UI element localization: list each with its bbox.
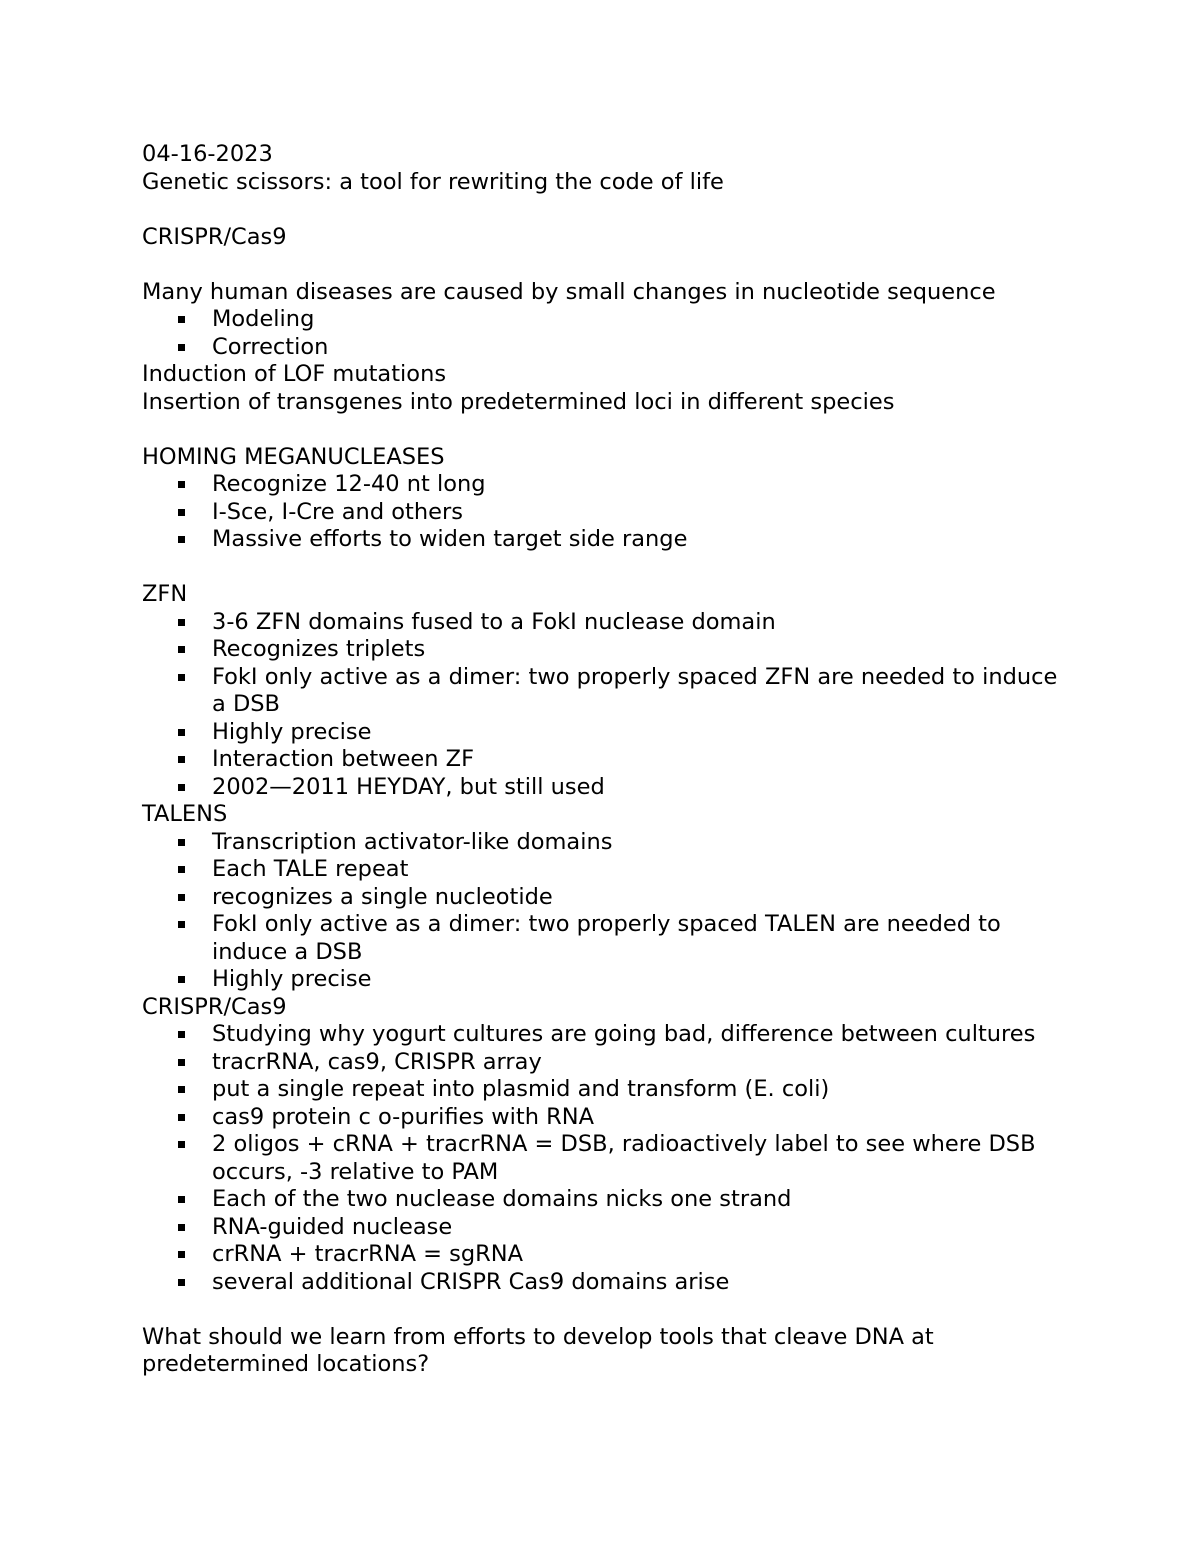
- crispr-bullet-list: [142, 1021, 1062, 1296]
- lof-line: Induction of LOF mutations: [142, 361, 447, 387]
- list-item: Highly precise: [142, 719, 1062, 747]
- square-bullet-icon: [178, 1279, 185, 1286]
- square-bullet-icon: [178, 1031, 185, 1038]
- list-item: cas9 protein c o-purifies with RNA: [142, 1104, 1062, 1132]
- square-bullet-icon: [178, 316, 185, 323]
- square-bullet-icon: [178, 674, 185, 681]
- list-item: Recognizes triplets: [142, 636, 1062, 664]
- square-bullet-icon: [178, 866, 185, 873]
- list-item: Highly precise: [142, 966, 1062, 994]
- list-item: 2002—2011 HEYDAY, but still used: [142, 774, 1062, 802]
- square-bullet-icon: [178, 839, 185, 846]
- blank-line: [142, 251, 1062, 279]
- zfn-bullet-list: [142, 609, 1062, 802]
- list-item: Correction: [142, 334, 1062, 362]
- square-bullet-icon: [178, 1086, 185, 1093]
- square-bullet-icon: [178, 894, 185, 901]
- square-bullet-icon: [178, 509, 185, 516]
- blank-line: [142, 554, 1062, 582]
- heading-talens: TALENS: [142, 801, 228, 827]
- square-bullet-icon: [178, 976, 185, 983]
- list-item: Each TALE repeat: [142, 856, 1062, 884]
- list-item: 3-6 ZFN domains fused to a FokI nuclease domain: [142, 609, 1062, 637]
- talens-bullet-list: [142, 829, 1062, 994]
- square-bullet-icon: [178, 619, 185, 626]
- intro-text: Many human diseases are caused by small changes in nucleotide sequence: [142, 278, 996, 305]
- list-item: Transcription activator-like domains: [142, 829, 1062, 857]
- heading-zfn: ZFN: [142, 581, 188, 607]
- list-item: 2 oligos + cRNA + tracrRNA = DSB, radioactively label to see where DSB occurs, -3 relative to PAM: [142, 1131, 1062, 1186]
- square-bullet-icon: [178, 1251, 185, 1258]
- list-item: Interaction between ZF: [142, 746, 1062, 774]
- square-bullet-icon: [178, 784, 185, 791]
- square-bullet-icon: [178, 536, 185, 543]
- list-item: Each of the two nuclease domains nicks one strand: [142, 1186, 1062, 1214]
- square-bullet-icon: [178, 1224, 185, 1231]
- list-item: FokI only active as a dimer: two properly spaced TALEN are needed to induce a DSB: [142, 911, 1062, 966]
- document-body: [142, 141, 1062, 1379]
- list-item: crRNA + tracrRNA = sgRNA: [142, 1241, 1062, 1269]
- document-title: Genetic scissors: a tool for rewriting the code of life: [142, 168, 724, 195]
- blank-line: [142, 196, 1062, 224]
- heading-crispr-top: CRISPR/Cas9: [142, 223, 287, 250]
- square-bullet-icon: [178, 1059, 185, 1066]
- list-item: I-Sce, I-Cre and others: [142, 499, 1062, 527]
- list-item: Studying why yogurt cultures are going bad, difference between cultures: [142, 1021, 1062, 1049]
- list-item: put a single repeat into plasmid and transform (E. coli): [142, 1076, 1062, 1104]
- list-item: FokI only active as a dimer: two properly spaced ZFN are needed to induce a DSB: [142, 664, 1062, 719]
- square-bullet-icon: [178, 756, 185, 763]
- insertion-line: Insertion of transgenes into predetermined loci in different species: [142, 388, 895, 415]
- list-item: Recognize 12-40 nt long: [142, 471, 1062, 499]
- blank-line: [142, 416, 1062, 444]
- heading-homing-meganucleases: HOMING MEGANUCLEASES: [142, 443, 445, 470]
- list-item: tracrRNA, cas9, CRISPR array: [142, 1049, 1062, 1077]
- square-bullet-icon: [178, 1196, 185, 1203]
- square-bullet-icon: [178, 729, 185, 736]
- list-item: recognizes a single nucleotide: [142, 884, 1062, 912]
- square-bullet-icon: [178, 921, 185, 928]
- list-item: Massive efforts to widen target side range: [142, 526, 1062, 554]
- intro-bullet-list: [142, 306, 1062, 361]
- document-date: 04-16-2023: [142, 141, 273, 167]
- square-bullet-icon: [178, 1114, 185, 1121]
- list-item: RNA-guided nuclease: [142, 1214, 1062, 1242]
- closing-question: What should we learn from efforts to develop tools that cleave DNA at predetermined locations?: [142, 1323, 941, 1377]
- square-bullet-icon: [178, 1141, 185, 1148]
- square-bullet-icon: [178, 646, 185, 653]
- list-item: Modeling: [142, 306, 1062, 334]
- blank-line: [142, 1296, 1062, 1324]
- square-bullet-icon: [178, 481, 185, 488]
- square-bullet-icon: [178, 344, 185, 351]
- homing-bullet-list: [142, 471, 1062, 554]
- list-item: several additional CRISPR Cas9 domains arise: [142, 1269, 1062, 1297]
- heading-crispr-cas9: CRISPR/Cas9: [142, 993, 287, 1020]
